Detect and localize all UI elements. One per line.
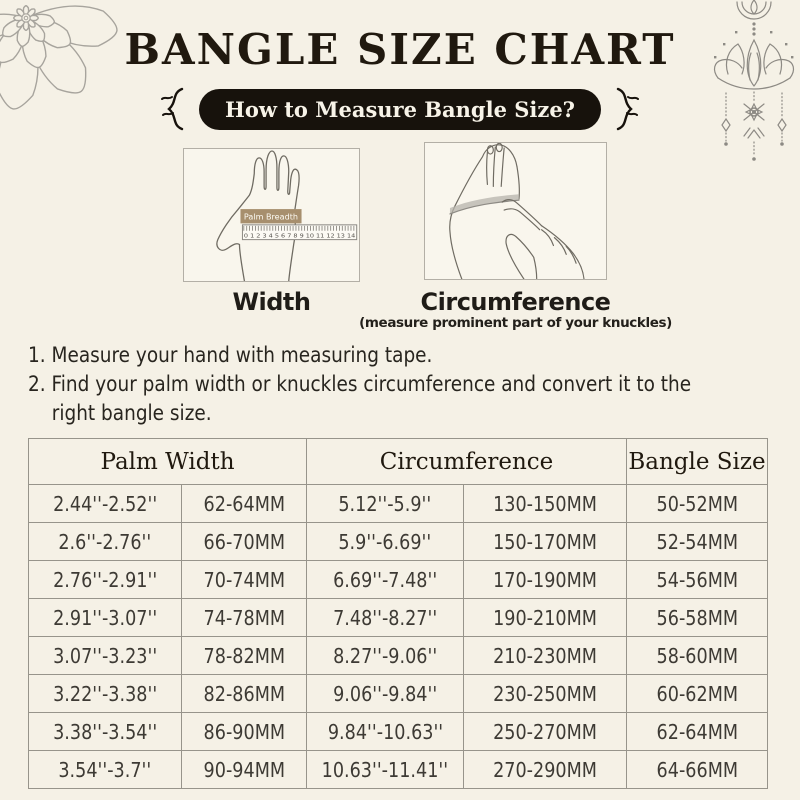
hand-with-ruler-icon <box>184 149 359 281</box>
table-cell: 82-86MM <box>182 675 307 713</box>
table-cell: 78-82MM <box>182 637 307 675</box>
header-palm-width: Palm Width <box>29 439 307 485</box>
table-cell: 62-64MM <box>627 713 768 751</box>
circumference-illustration <box>424 142 607 280</box>
measuring-ruler <box>242 225 356 240</box>
table-cell: 70-74MM <box>182 561 307 599</box>
table-cell: 210-230MM <box>464 637 627 675</box>
instructions <box>28 341 782 428</box>
header-bangle-size: Bangle Size <box>627 439 768 485</box>
table-header-row <box>29 439 768 485</box>
table-cell: 86-90MM <box>182 713 307 751</box>
circumference-caption: Circumference <box>420 288 611 316</box>
table-cell: 7.48''-8.27'' <box>307 599 464 637</box>
table-cell: 130-150MM <box>464 485 627 523</box>
header-circumference: Circumference <box>307 439 627 485</box>
table-cell: 3.54''-3.7'' <box>29 751 182 789</box>
ruler-numbers: 0 1 2 3 4 5 6 7 8 9 10 11 12 13 14 <box>243 233 356 240</box>
curly-flourish-left-icon <box>160 86 186 132</box>
table-cell: 5.9''-6.69'' <box>307 523 464 561</box>
table-cell: 62-64MM <box>182 485 307 523</box>
badge-row <box>0 86 800 132</box>
table-row <box>29 485 768 523</box>
palm-width-illustration <box>183 148 360 282</box>
table-row <box>29 561 768 599</box>
table-cell: 5.12''-5.9'' <box>307 485 464 523</box>
table-cell: 90-94MM <box>182 751 307 789</box>
table-cell: 170-190MM <box>464 561 627 599</box>
circumference-note: (measure prominent part of your knuckles) <box>359 315 672 331</box>
table-cell: 2.76''-2.91'' <box>29 561 182 599</box>
table-cell: 8.27''-9.06'' <box>307 637 464 675</box>
table-cell: 250-270MM <box>464 713 627 751</box>
page-title: BANGLE SIZE CHART <box>124 25 676 74</box>
palm-breadth-tag <box>240 209 301 223</box>
hand-measuring-icon <box>425 143 606 279</box>
table-cell: 9.06''-9.84'' <box>307 675 464 713</box>
instruction-step-2-cont: right bangle size. <box>51 401 212 425</box>
table-cell: 3.22''-3.38'' <box>29 675 182 713</box>
table-cell: 9.84''-10.63'' <box>307 713 464 751</box>
table-cell: 2.91''-3.07'' <box>29 599 182 637</box>
table-cell: 3.07''-3.23'' <box>29 637 182 675</box>
table-row <box>29 637 768 675</box>
size-table-body <box>29 485 768 789</box>
table-cell: 2.6''-2.76'' <box>29 523 182 561</box>
table-cell: 54-56MM <box>627 561 768 599</box>
width-caption: Width <box>232 288 311 316</box>
size-table <box>28 438 768 789</box>
instruction-step-1: 1. Measure your hand with measuring tape. <box>28 343 433 367</box>
table-cell: 3.38''-3.54'' <box>29 713 182 751</box>
table-cell: 64-66MM <box>627 751 768 789</box>
table-row <box>29 751 768 789</box>
table-row <box>29 675 768 713</box>
table-cell: 190-210MM <box>464 599 627 637</box>
table-cell: 58-60MM <box>627 637 768 675</box>
palm-breadth-tag-label: Palm Breadth <box>243 212 298 222</box>
instruction-step-2: 2. Find your palm width or knuckles circumference and convert it to the <box>28 372 692 396</box>
table-cell: 150-170MM <box>464 523 627 561</box>
table-cell: 6.69''-7.48'' <box>307 561 464 599</box>
how-to-measure-badge: How to Measure Bangle Size? <box>199 89 601 130</box>
table-cell: 56-58MM <box>627 599 768 637</box>
table-row <box>29 713 768 751</box>
table-cell: 66-70MM <box>182 523 307 561</box>
table-cell: 74-78MM <box>182 599 307 637</box>
table-cell: 230-250MM <box>464 675 627 713</box>
table-row <box>29 599 768 637</box>
table-cell: 52-54MM <box>627 523 768 561</box>
table-cell: 270-290MM <box>464 751 627 789</box>
table-cell: 2.44''-2.52'' <box>29 485 182 523</box>
table-cell: 50-52MM <box>627 485 768 523</box>
curly-flourish-right-icon <box>614 86 640 132</box>
table-row <box>29 523 768 561</box>
table-cell: 60-62MM <box>627 675 768 713</box>
table-cell: 10.63''-11.41'' <box>307 751 464 789</box>
